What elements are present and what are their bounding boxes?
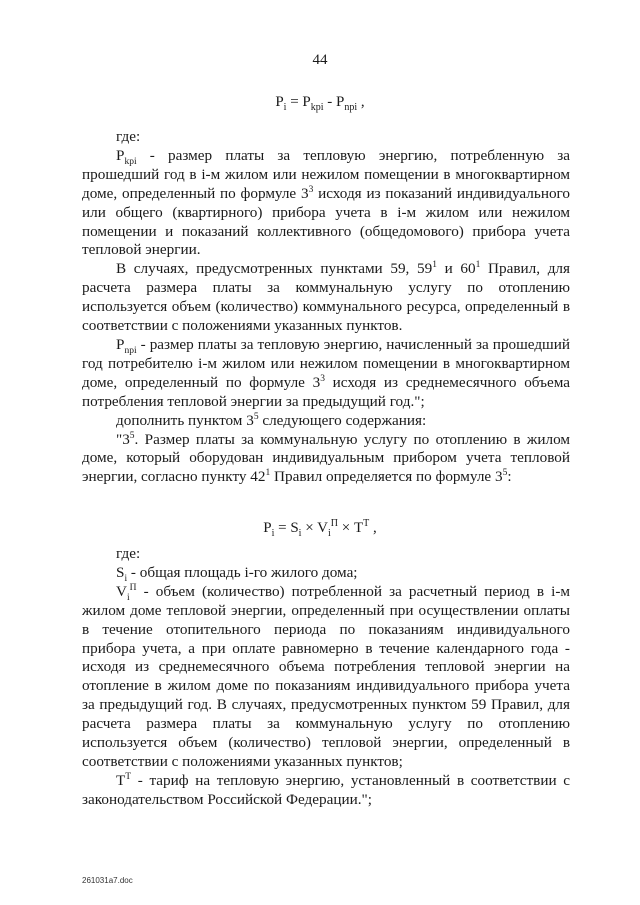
formula-operator: =: [286, 94, 303, 110]
where-label: где:: [116, 545, 141, 562]
para-text: :: [507, 468, 512, 486]
formula-subscript: i: [298, 528, 302, 539]
def-text: - общая площадь i-го жилого дома;: [127, 563, 358, 581]
def-text: - тариф на тепловую энергию, установленный в соответствии с законодательством Российской Федерации.";: [82, 771, 570, 808]
para-superscript: 5: [253, 411, 259, 422]
definition-si: [82, 564, 570, 583]
para-text: следующего содержания:: [258, 411, 427, 429]
para-text: Правил определяется по формуле 3: [270, 468, 503, 486]
def-text: исходя из среднемесячного объема потребления тепловой энергии за предыдущий год.";: [82, 373, 570, 410]
para-text: Правил, для расчета размера платы за коммунальную услугу по отоплению используется объем (количество) коммунального ресурса, определенный в соответствии с положениями указанных пунктов.: [82, 260, 570, 335]
where-label: где:: [116, 128, 141, 145]
text-block-lower: [82, 545, 570, 810]
def-subscript: kpi: [124, 156, 137, 167]
formula-symbol: T: [353, 520, 364, 536]
formula-pi: [0, 94, 640, 111]
formula-subscript: kpi: [310, 102, 324, 113]
formula-operator: ×: [301, 520, 318, 536]
paragraph-item-3-5: [82, 431, 570, 488]
def-superscript: 3: [320, 373, 325, 384]
def-superscript: 3: [308, 184, 314, 195]
formula-operator: -: [323, 94, 337, 110]
paragraph-supplement: [82, 412, 570, 431]
formula-subscript: i: [328, 528, 331, 539]
def-text: - размер платы за тепловую энергию, потребленную за прошедший год в i-м жилом или нежилом помещении в многоквартирном доме, определенный по формуле 3: [82, 146, 570, 202]
formula-subscript: npi: [344, 102, 358, 113]
def-subscript: npi: [124, 346, 137, 356]
def-symbol: V: [116, 582, 127, 600]
formula-operator: ×: [338, 520, 354, 536]
formula-superscript: T: [363, 518, 370, 529]
formula-operator: =: [274, 520, 291, 536]
definition-vi: [82, 583, 570, 772]
formula-symbol: V: [317, 520, 328, 536]
formula-symbol: P: [302, 94, 311, 110]
def-symbol: P: [116, 146, 125, 164]
para-superscript: 1: [265, 468, 271, 479]
para-text: . Размер платы за коммунальную услугу по отоплению в жилом доме, который оборудован индивидуальным прибором учета тепловой энергии, согласно пункту 42: [82, 430, 570, 486]
formula-symbol: P: [336, 94, 345, 110]
definition-tt: [82, 772, 570, 810]
paragraph-cases: [82, 260, 570, 336]
page-number: 44: [312, 52, 328, 68]
para-superscript: 1: [475, 260, 481, 271]
para-text: В случаях, предусмотренных пунктами 59, 59: [116, 260, 433, 278]
def-subscript: i: [124, 573, 128, 584]
def-text: исходя из показаний индивидуального или общего (квартирного) прибора учета в i-м жилом или нежилом помещении и показаний коллективного (общедомового) прибора учета тепловой энергии.: [82, 184, 570, 259]
def-symbol: S: [116, 563, 125, 581]
formula-punct: ,: [357, 94, 365, 110]
def-superscript: П: [129, 582, 137, 593]
formula-symbol: P: [275, 94, 284, 110]
formula-punct: ,: [369, 520, 377, 536]
def-superscript: T: [125, 771, 132, 782]
def-symbol: P: [116, 335, 125, 353]
para-text: дополнить пунктом 3: [116, 411, 254, 429]
formula-symbol: S: [290, 520, 299, 536]
text-block-upper: [82, 128, 570, 487]
para-superscript: 5: [502, 468, 508, 479]
file-footer: 261031a7.doc: [82, 876, 133, 885]
def-symbol: T: [116, 771, 126, 789]
para-text: и 60: [436, 260, 476, 278]
def-subscript: i: [126, 592, 130, 603]
formula-superscript: П: [330, 518, 339, 529]
para-superscript: 1: [432, 260, 437, 271]
formula-symbol: P: [263, 520, 272, 536]
definition-pnpi: [82, 336, 570, 412]
para-superscript: 5: [129, 430, 135, 441]
formula-subscript: i: [283, 102, 287, 113]
para-text: "3: [116, 430, 130, 448]
def-text: - размер платы за тепловую энергию, начисленный за прошедший год потребителю i-м жилом или нежилом помещении в многоквартирном доме, определенный по формуле 3: [82, 335, 570, 391]
definition-pkpi: [82, 147, 570, 260]
formula-subscript: i: [271, 528, 275, 539]
formula-pi-heating: [0, 520, 640, 537]
def-text: - объем (количество) потребленной за расчетный период в i-м жилом доме тепловой энергии, определенный при осуществлении оплаты в течение отопительного периода по показаниям индивидуального прибора учета, а при оплате равномерно в течение календарного года - исходя из среднемесячного объема потребления тепловой энергии на отопление в жилом доме по показаниям индивидуального прибора учета за предыдущий год. В случаях, предусмотренных пунктом 59 Правил, для расчета размера платы за коммунальную услугу по отоплению используется объем (количество) тепловой энергии, определенный в соответствии с положениями указанных пунктов;: [82, 582, 570, 770]
